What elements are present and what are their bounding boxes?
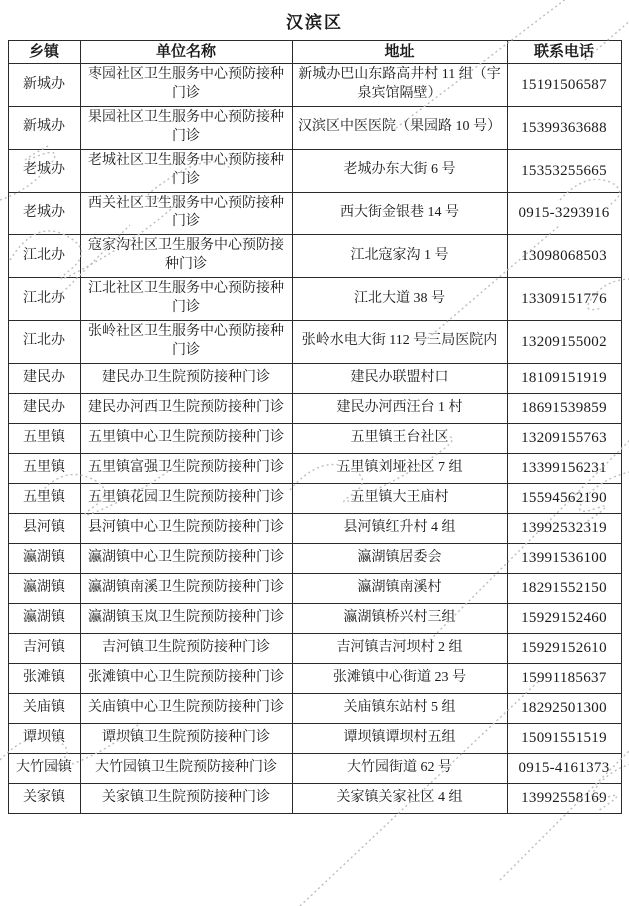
town-cell: 建民办 <box>8 393 80 423</box>
town-cell: 新城办 <box>8 107 80 150</box>
address-cell: 瀛湖镇南溪村 <box>292 573 507 603</box>
table-row <box>8 235 621 278</box>
table-row <box>8 423 621 453</box>
unit-cell: 张滩镇中心卫生院预防接种门诊 <box>80 663 292 693</box>
table-row <box>8 783 621 813</box>
address-cell: 老城办东大街 6 号 <box>292 149 507 192</box>
town-cell: 江北办 <box>8 278 80 321</box>
address-cell: 大竹园街道 62 号 <box>292 753 507 783</box>
phone-cell: 18292501300 <box>507 693 621 723</box>
unit-cell: 关庙镇中心卫生院预防接种门诊 <box>80 693 292 723</box>
table-row <box>8 753 621 783</box>
address-cell: 新城办巴山东路高井村 11 组（宇泉宾馆隔壁） <box>292 64 507 107</box>
town-cell: 老城办 <box>8 192 80 235</box>
table-row <box>8 483 621 513</box>
unit-cell: 寇家沟社区卫生服务中心预防接种门诊 <box>80 235 292 278</box>
table-row <box>8 149 621 192</box>
unit-cell: 县河镇中心卫生院预防接种门诊 <box>80 513 292 543</box>
phone-cell: 15991185637 <box>507 663 621 693</box>
town-cell: 瀛湖镇 <box>8 573 80 603</box>
table-row <box>8 363 621 393</box>
phone-cell: 15594562190 <box>507 483 621 513</box>
phone-cell: 18109151919 <box>507 363 621 393</box>
phone-cell: 15399363688 <box>507 107 621 150</box>
address-cell: 建民办河西汪台 1 村 <box>292 393 507 423</box>
phone-cell: 18691539859 <box>507 393 621 423</box>
table-row <box>8 453 621 483</box>
address-cell: 瀛湖镇桥兴村三组 <box>292 603 507 633</box>
address-cell: 关家镇关家社区 4 组 <box>292 783 507 813</box>
table-row <box>8 633 621 663</box>
address-cell: 建民办联盟村口 <box>292 363 507 393</box>
town-cell: 江北办 <box>8 235 80 278</box>
town-cell: 大竹园镇 <box>8 753 80 783</box>
address-cell: 江北大道 38 号 <box>292 278 507 321</box>
unit-cell: 关家镇卫生院预防接种门诊 <box>80 783 292 813</box>
unit-cell: 谭坝镇卫生院预防接种门诊 <box>80 723 292 753</box>
unit-cell: 建民办卫生院预防接种门诊 <box>80 363 292 393</box>
table-row <box>8 107 621 150</box>
unit-cell: 瀛湖镇中心卫生院预防接种门诊 <box>80 543 292 573</box>
phone-cell: 15091551519 <box>507 723 621 753</box>
unit-cell: 五里镇中心卫生院预防接种门诊 <box>80 423 292 453</box>
address-cell: 张岭水电大街 112 号三局医院内 <box>292 320 507 363</box>
town-cell: 老城办 <box>8 149 80 192</box>
unit-cell: 枣园社区卫生服务中心预防接种门诊 <box>80 64 292 107</box>
table-row <box>8 603 621 633</box>
address-cell: 关庙镇东站村 5 组 <box>292 693 507 723</box>
address-cell: 瀛湖镇居委会 <box>292 543 507 573</box>
header-row <box>8 41 621 64</box>
town-cell: 关家镇 <box>8 783 80 813</box>
town-cell: 新城办 <box>8 64 80 107</box>
phone-cell: 0915-3293916 <box>507 192 621 235</box>
town-cell: 县河镇 <box>8 513 80 543</box>
unit-cell: 瀛湖镇玉岚卫生院预防接种门诊 <box>80 603 292 633</box>
town-cell: 吉河镇 <box>8 633 80 663</box>
phone-cell: 18291552150 <box>507 573 621 603</box>
phone-cell: 13399156231 <box>507 453 621 483</box>
table-row <box>8 543 621 573</box>
unit-cell: 瀛湖镇南溪卫生院预防接种门诊 <box>80 573 292 603</box>
town-cell: 谭坝镇 <box>8 723 80 753</box>
unit-cell: 江北社区卫生服务中心预防接种门诊 <box>80 278 292 321</box>
column-header-phone: 联系电话 <box>507 41 621 64</box>
table-row <box>8 693 621 723</box>
unit-cell: 老城社区卫生服务中心预防接种门诊 <box>80 149 292 192</box>
phone-cell: 13209155002 <box>507 320 621 363</box>
address-cell: 汉滨区中医医院（果园路 10 号） <box>292 107 507 150</box>
unit-cell: 果园社区卫生服务中心预防接种门诊 <box>80 107 292 150</box>
address-cell: 西大街金银巷 14 号 <box>292 192 507 235</box>
phone-cell: 13992558169 <box>507 783 621 813</box>
town-cell: 五里镇 <box>8 483 80 513</box>
unit-cell: 大竹园镇卫生院预防接种门诊 <box>80 753 292 783</box>
phone-cell: 13991536100 <box>507 543 621 573</box>
town-cell: 五里镇 <box>8 453 80 483</box>
address-cell: 五里镇大王庙村 <box>292 483 507 513</box>
table-row <box>8 320 621 363</box>
town-cell: 张滩镇 <box>8 663 80 693</box>
phone-cell: 0915-4161373 <box>507 753 621 783</box>
phone-cell: 15929152460 <box>507 603 621 633</box>
table-row <box>8 573 621 603</box>
unit-cell: 五里镇富强卫生院预防接种门诊 <box>80 453 292 483</box>
town-cell: 瀛湖镇 <box>8 603 80 633</box>
table-row <box>8 663 621 693</box>
address-cell: 县河镇红升村 4 组 <box>292 513 507 543</box>
phone-cell: 15191506587 <box>507 64 621 107</box>
address-cell: 江北寇家沟 1 号 <box>292 235 507 278</box>
table-row <box>8 192 621 235</box>
column-header-town: 乡镇 <box>8 41 80 64</box>
town-cell: 瀛湖镇 <box>8 543 80 573</box>
address-cell: 谭坝镇谭坝村五组 <box>292 723 507 753</box>
phone-cell: 13209155763 <box>507 423 621 453</box>
address-cell: 张滩镇中心街道 23 号 <box>292 663 507 693</box>
column-header-unit: 单位名称 <box>80 41 292 64</box>
unit-cell: 张岭社区卫生服务中心预防接种门诊 <box>80 320 292 363</box>
unit-cell: 五里镇花园卫生院预防接种门诊 <box>80 483 292 513</box>
town-cell: 五里镇 <box>8 423 80 453</box>
unit-cell: 建民办河西卫生院预防接种门诊 <box>80 393 292 423</box>
clinic-table <box>8 40 622 814</box>
unit-cell: 西关社区卫生服务中心预防接种门诊 <box>80 192 292 235</box>
address-cell: 五里镇王台社区 <box>292 423 507 453</box>
address-cell: 五里镇刘垭社区 7 组 <box>292 453 507 483</box>
town-cell: 关庙镇 <box>8 693 80 723</box>
town-cell: 建民办 <box>8 363 80 393</box>
phone-cell: 13992532319 <box>507 513 621 543</box>
unit-cell: 吉河镇卫生院预防接种门诊 <box>80 633 292 663</box>
phone-cell: 13309151776 <box>507 278 621 321</box>
address-cell: 吉河镇吉河坝村 2 组 <box>292 633 507 663</box>
table-row <box>8 278 621 321</box>
table-row <box>8 393 621 423</box>
column-header-address: 地址 <box>292 41 507 64</box>
phone-cell: 13098068503 <box>507 235 621 278</box>
town-cell: 江北办 <box>8 320 80 363</box>
phone-cell: 15929152610 <box>507 633 621 663</box>
table-row <box>8 513 621 543</box>
table-row <box>8 64 621 107</box>
table-row <box>8 723 621 753</box>
page-title: 汉滨区 <box>286 13 343 32</box>
phone-cell: 15353255665 <box>507 149 621 192</box>
